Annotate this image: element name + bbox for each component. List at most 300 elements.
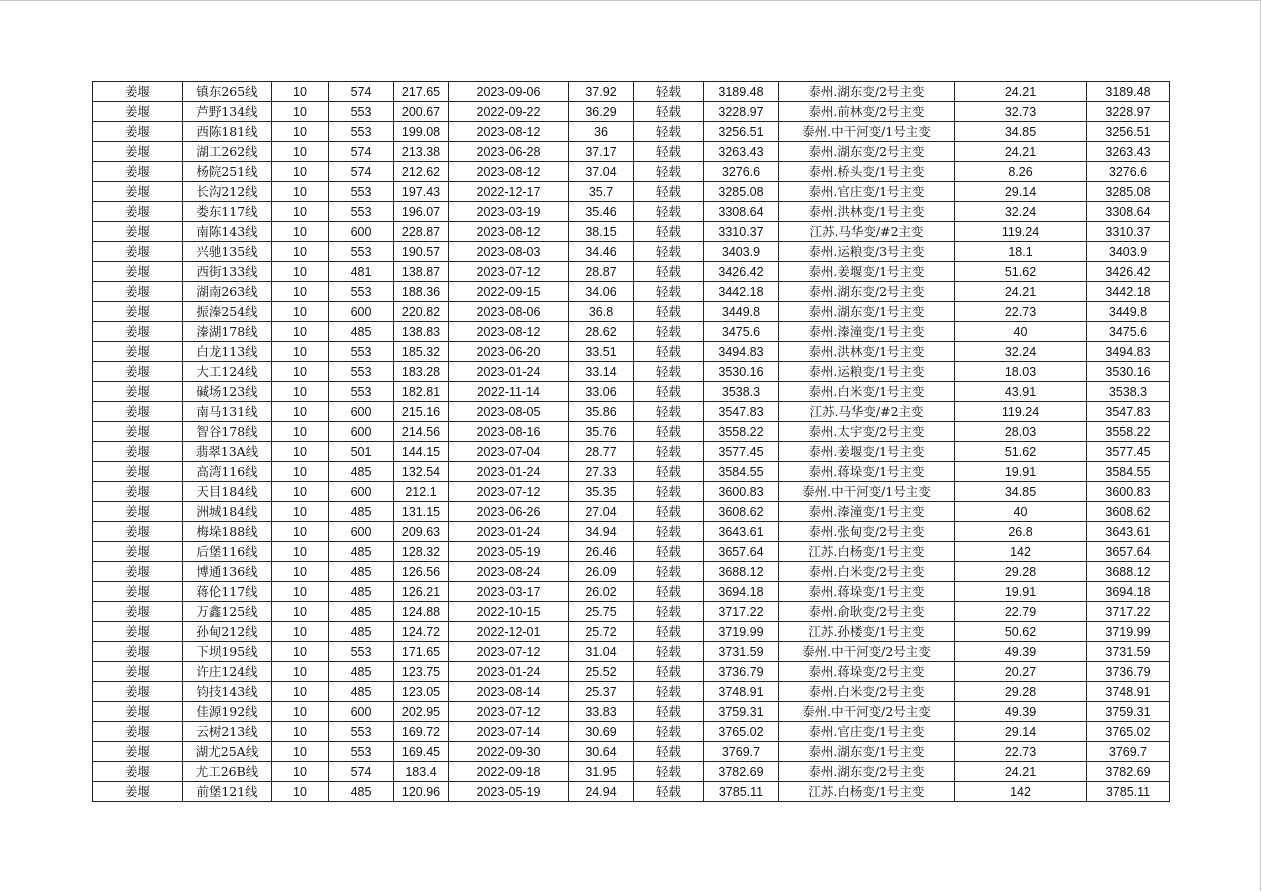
- voltage-cell: 10: [272, 642, 329, 662]
- load-rate-cell: 30.64: [569, 742, 634, 762]
- value-cell: 3276.6: [704, 162, 779, 182]
- district-cell: 姜堰: [93, 662, 183, 682]
- load-cell: 138.83: [394, 322, 449, 342]
- line-name-cell: 西陈181线: [183, 122, 272, 142]
- status-cell: 轻载: [634, 282, 704, 302]
- capacity-cell: 485: [329, 582, 394, 602]
- load-rate-cell: 34.06: [569, 282, 634, 302]
- substation-load-cell: 49.39: [955, 702, 1087, 722]
- substation-cell: 泰州.桥头变/1号主变: [779, 162, 955, 182]
- substation-cell: 泰州.蒋垛变/1号主变: [779, 582, 955, 602]
- district-cell: 姜堰: [93, 122, 183, 142]
- total-value-cell: 3657.64: [1087, 542, 1170, 562]
- load-cell: 212.62: [394, 162, 449, 182]
- substation-cell: 泰州.官庄变/1号主变: [779, 182, 955, 202]
- table-row: [93, 542, 1170, 562]
- district-cell: 姜堰: [93, 262, 183, 282]
- value-cell: 3765.02: [704, 722, 779, 742]
- total-value-cell: 3577.45: [1087, 442, 1170, 462]
- load-cell: 182.81: [394, 382, 449, 402]
- voltage-cell: 10: [272, 722, 329, 742]
- load-rate-cell: 28.62: [569, 322, 634, 342]
- voltage-cell: 10: [272, 662, 329, 682]
- total-value-cell: 3584.55: [1087, 462, 1170, 482]
- date-cell: 2023-07-04: [449, 442, 569, 462]
- district-cell: 姜堰: [93, 202, 183, 222]
- value-cell: 3657.64: [704, 542, 779, 562]
- date-cell: 2022-12-01: [449, 622, 569, 642]
- substation-load-cell: 22.73: [955, 742, 1087, 762]
- substation-cell: 泰州.姜堰变/1号主变: [779, 262, 955, 282]
- value-cell: 3608.62: [704, 502, 779, 522]
- value-cell: 3285.08: [704, 182, 779, 202]
- date-cell: 2022-09-30: [449, 742, 569, 762]
- substation-load-cell: 51.62: [955, 262, 1087, 282]
- district-cell: 姜堰: [93, 742, 183, 762]
- value-cell: 3442.18: [704, 282, 779, 302]
- district-cell: 姜堰: [93, 142, 183, 162]
- load-rate-cell: 36.29: [569, 102, 634, 122]
- load-rate-cell: 36.8: [569, 302, 634, 322]
- substation-load-cell: 24.21: [955, 142, 1087, 162]
- date-cell: 2023-08-24: [449, 562, 569, 582]
- substation-load-cell: 19.91: [955, 462, 1087, 482]
- substation-cell: 泰州.运粮变/3号主变: [779, 242, 955, 262]
- capacity-cell: 553: [329, 722, 394, 742]
- value-cell: 3494.83: [704, 342, 779, 362]
- substation-load-cell: 8.26: [955, 162, 1087, 182]
- total-value-cell: 3717.22: [1087, 602, 1170, 622]
- district-cell: 姜堰: [93, 102, 183, 122]
- line-name-cell: 许庄124线: [183, 662, 272, 682]
- district-cell: 姜堰: [93, 642, 183, 662]
- voltage-cell: 10: [272, 122, 329, 142]
- substation-load-cell: 119.24: [955, 402, 1087, 422]
- voltage-cell: 10: [272, 282, 329, 302]
- line-name-cell: 振溱254线: [183, 302, 272, 322]
- voltage-cell: 10: [272, 342, 329, 362]
- voltage-cell: 10: [272, 442, 329, 462]
- status-cell: 轻载: [634, 162, 704, 182]
- district-cell: 姜堰: [93, 482, 183, 502]
- line-name-cell: 洲城184线: [183, 502, 272, 522]
- status-cell: 轻载: [634, 722, 704, 742]
- district-cell: 姜堰: [93, 602, 183, 622]
- substation-load-cell: 18.1: [955, 242, 1087, 262]
- load-rate-cell: 25.52: [569, 662, 634, 682]
- status-cell: 轻载: [634, 702, 704, 722]
- total-value-cell: 3719.99: [1087, 622, 1170, 642]
- district-cell: 姜堰: [93, 162, 183, 182]
- line-name-cell: 溱湖178线: [183, 322, 272, 342]
- total-value-cell: 3308.64: [1087, 202, 1170, 222]
- line-name-cell: 镇东265线: [183, 82, 272, 102]
- total-value-cell: 3426.42: [1087, 262, 1170, 282]
- line-name-cell: 下坝195线: [183, 642, 272, 662]
- value-cell: 3256.51: [704, 122, 779, 142]
- substation-load-cell: 29.14: [955, 182, 1087, 202]
- total-value-cell: 3530.16: [1087, 362, 1170, 382]
- voltage-cell: 10: [272, 622, 329, 642]
- line-name-cell: 杨院251线: [183, 162, 272, 182]
- status-cell: 轻载: [634, 522, 704, 542]
- date-cell: 2023-07-12: [449, 262, 569, 282]
- substation-cell: 泰州.运粮变/1号主变: [779, 362, 955, 382]
- capacity-cell: 553: [329, 242, 394, 262]
- total-value-cell: 3263.43: [1087, 142, 1170, 162]
- value-cell: 3403.9: [704, 242, 779, 262]
- load-rate-cell: 35.86: [569, 402, 634, 422]
- table-row: [93, 562, 1170, 582]
- line-name-cell: 后堡116线: [183, 542, 272, 562]
- table-row: [93, 102, 1170, 122]
- table-row: [93, 762, 1170, 782]
- line-name-cell: 湖尤25A线: [183, 742, 272, 762]
- capacity-cell: 600: [329, 482, 394, 502]
- total-value-cell: 3782.69: [1087, 762, 1170, 782]
- capacity-cell: 553: [329, 342, 394, 362]
- capacity-cell: 553: [329, 282, 394, 302]
- status-cell: 轻载: [634, 82, 704, 102]
- total-value-cell: 3694.18: [1087, 582, 1170, 602]
- date-cell: 2023-08-12: [449, 322, 569, 342]
- capacity-cell: 553: [329, 182, 394, 202]
- substation-cell: 泰州.前林变/2号主变: [779, 102, 955, 122]
- district-cell: 姜堰: [93, 522, 183, 542]
- total-value-cell: 3785.11: [1087, 782, 1170, 802]
- line-name-cell: 孙甸212线: [183, 622, 272, 642]
- substation-cell: 泰州.中干河变/2号主变: [779, 702, 955, 722]
- table-row: [93, 742, 1170, 762]
- load-cell: 131.15: [394, 502, 449, 522]
- line-name-cell: 智谷178线: [183, 422, 272, 442]
- district-cell: 姜堰: [93, 622, 183, 642]
- substation-load-cell: 18.03: [955, 362, 1087, 382]
- date-cell: 2023-07-12: [449, 482, 569, 502]
- table-row: [93, 202, 1170, 222]
- status-cell: 轻载: [634, 762, 704, 782]
- substation-load-cell: 32.24: [955, 202, 1087, 222]
- value-cell: 3263.43: [704, 142, 779, 162]
- value-cell: 3228.97: [704, 102, 779, 122]
- capacity-cell: 485: [329, 602, 394, 622]
- capacity-cell: 485: [329, 782, 394, 802]
- line-name-cell: 碱场123线: [183, 382, 272, 402]
- status-cell: 轻载: [634, 342, 704, 362]
- district-cell: 姜堰: [93, 462, 183, 482]
- substation-cell: 泰州.蒋垛变/1号主变: [779, 462, 955, 482]
- date-cell: 2023-08-05: [449, 402, 569, 422]
- load-rate-cell: 34.46: [569, 242, 634, 262]
- table-row: [93, 682, 1170, 702]
- load-rate-cell: 37.04: [569, 162, 634, 182]
- district-cell: 姜堰: [93, 502, 183, 522]
- substation-cell: 泰州.中干河变/1号主变: [779, 482, 955, 502]
- capacity-cell: 600: [329, 402, 394, 422]
- line-name-cell: 尤工26B线: [183, 762, 272, 782]
- load-rate-cell: 25.37: [569, 682, 634, 702]
- value-cell: 3189.48: [704, 82, 779, 102]
- capacity-cell: 501: [329, 442, 394, 462]
- capacity-cell: 574: [329, 82, 394, 102]
- line-name-cell: 梅垛188线: [183, 522, 272, 542]
- district-cell: 姜堰: [93, 242, 183, 262]
- substation-load-cell: 26.8: [955, 522, 1087, 542]
- substation-cell: 泰州.湖东变/1号主变: [779, 742, 955, 762]
- table-row: [93, 362, 1170, 382]
- load-cell: 124.72: [394, 622, 449, 642]
- table-body: [93, 82, 1170, 802]
- line-name-cell: 南陈143线: [183, 222, 272, 242]
- district-cell: 姜堰: [93, 282, 183, 302]
- capacity-cell: 600: [329, 222, 394, 242]
- load-cell: 215.16: [394, 402, 449, 422]
- substation-cell: 泰州.太宇变/2号主变: [779, 422, 955, 442]
- status-cell: 轻载: [634, 482, 704, 502]
- district-cell: 姜堰: [93, 682, 183, 702]
- load-rate-cell: 26.02: [569, 582, 634, 602]
- line-name-cell: 万鑫125线: [183, 602, 272, 622]
- substation-cell: 江苏.马华变/#2主变: [779, 222, 955, 242]
- date-cell: 2023-05-19: [449, 542, 569, 562]
- voltage-cell: 10: [272, 402, 329, 422]
- total-value-cell: 3442.18: [1087, 282, 1170, 302]
- district-cell: 姜堰: [93, 182, 183, 202]
- load-rate-cell: 35.35: [569, 482, 634, 502]
- substation-load-cell: 142: [955, 782, 1087, 802]
- voltage-cell: 10: [272, 562, 329, 582]
- substation-cell: 泰州.白米变/2号主变: [779, 562, 955, 582]
- district-cell: 姜堰: [93, 542, 183, 562]
- load-cell: 220.82: [394, 302, 449, 322]
- date-cell: 2023-08-12: [449, 222, 569, 242]
- status-cell: 轻载: [634, 742, 704, 762]
- substation-load-cell: 29.14: [955, 722, 1087, 742]
- table-row: [93, 662, 1170, 682]
- district-cell: 姜堰: [93, 422, 183, 442]
- status-cell: 轻载: [634, 502, 704, 522]
- voltage-cell: 10: [272, 462, 329, 482]
- district-cell: 姜堰: [93, 702, 183, 722]
- table-row: [93, 182, 1170, 202]
- substation-cell: 江苏.孙楼变/1号主变: [779, 622, 955, 642]
- substation-cell: 泰州.湖东变/2号主变: [779, 762, 955, 782]
- table-row: [93, 322, 1170, 342]
- load-cell: 185.32: [394, 342, 449, 362]
- load-rate-cell: 33.14: [569, 362, 634, 382]
- date-cell: 2023-03-19: [449, 202, 569, 222]
- load-cell: 123.75: [394, 662, 449, 682]
- substation-cell: 泰州.俞耿变/2号主变: [779, 602, 955, 622]
- substation-load-cell: 32.73: [955, 102, 1087, 122]
- line-name-cell: 西街133线: [183, 262, 272, 282]
- value-cell: 3717.22: [704, 602, 779, 622]
- load-rate-cell: 27.33: [569, 462, 634, 482]
- substation-load-cell: 40: [955, 502, 1087, 522]
- table-row: [93, 402, 1170, 422]
- load-cell: 209.63: [394, 522, 449, 542]
- substation-cell: 泰州.洪林变/1号主变: [779, 202, 955, 222]
- district-cell: 姜堰: [93, 322, 183, 342]
- value-cell: 3547.83: [704, 402, 779, 422]
- value-cell: 3748.91: [704, 682, 779, 702]
- voltage-cell: 10: [272, 762, 329, 782]
- substation-cell: 泰州.湖东变/2号主变: [779, 82, 955, 102]
- table-row: [93, 422, 1170, 442]
- table-row: [93, 582, 1170, 602]
- value-cell: 3688.12: [704, 562, 779, 582]
- date-cell: 2022-12-17: [449, 182, 569, 202]
- value-cell: 3308.64: [704, 202, 779, 222]
- value-cell: 3719.99: [704, 622, 779, 642]
- line-name-cell: 云树213线: [183, 722, 272, 742]
- load-rate-cell: 37.17: [569, 142, 634, 162]
- substation-load-cell: 22.73: [955, 302, 1087, 322]
- status-cell: 轻载: [634, 682, 704, 702]
- value-cell: 3426.42: [704, 262, 779, 282]
- value-cell: 3538.3: [704, 382, 779, 402]
- capacity-cell: 600: [329, 702, 394, 722]
- substation-load-cell: 24.21: [955, 82, 1087, 102]
- substation-cell: 泰州.姜堰变/1号主变: [779, 442, 955, 462]
- voltage-cell: 10: [272, 302, 329, 322]
- district-cell: 姜堰: [93, 442, 183, 462]
- substation-load-cell: 24.21: [955, 282, 1087, 302]
- capacity-cell: 574: [329, 142, 394, 162]
- load-cell: 212.1: [394, 482, 449, 502]
- capacity-cell: 553: [329, 202, 394, 222]
- line-name-cell: 钧技143线: [183, 682, 272, 702]
- substation-load-cell: 43.91: [955, 382, 1087, 402]
- total-value-cell: 3688.12: [1087, 562, 1170, 582]
- date-cell: 2023-01-24: [449, 662, 569, 682]
- load-cell: 196.07: [394, 202, 449, 222]
- load-cell: 132.54: [394, 462, 449, 482]
- status-cell: 轻载: [634, 582, 704, 602]
- voltage-cell: 10: [272, 502, 329, 522]
- table-row: [93, 302, 1170, 322]
- table-row: [93, 462, 1170, 482]
- substation-load-cell: 22.79: [955, 602, 1087, 622]
- load-rate-cell: 36: [569, 122, 634, 142]
- voltage-cell: 10: [272, 422, 329, 442]
- load-cell: 228.87: [394, 222, 449, 242]
- total-value-cell: 3276.6: [1087, 162, 1170, 182]
- date-cell: 2023-07-12: [449, 642, 569, 662]
- load-rate-cell: 28.87: [569, 262, 634, 282]
- capacity-cell: 600: [329, 522, 394, 542]
- substation-cell: 泰州.湖东变/1号主变: [779, 302, 955, 322]
- total-value-cell: 3285.08: [1087, 182, 1170, 202]
- line-name-cell: 南马131线: [183, 402, 272, 422]
- table-row: [93, 142, 1170, 162]
- total-value-cell: 3475.6: [1087, 322, 1170, 342]
- total-value-cell: 3731.59: [1087, 642, 1170, 662]
- table-row: [93, 262, 1170, 282]
- load-rate-cell: 24.94: [569, 782, 634, 802]
- table-row: [93, 722, 1170, 742]
- status-cell: 轻载: [634, 202, 704, 222]
- load-cell: 217.65: [394, 82, 449, 102]
- status-cell: 轻载: [634, 222, 704, 242]
- line-name-cell: 湖工262线: [183, 142, 272, 162]
- value-cell: 3694.18: [704, 582, 779, 602]
- status-cell: 轻载: [634, 462, 704, 482]
- capacity-cell: 485: [329, 562, 394, 582]
- status-cell: 轻载: [634, 322, 704, 342]
- voltage-cell: 10: [272, 102, 329, 122]
- capacity-cell: 485: [329, 502, 394, 522]
- load-rate-cell: 31.95: [569, 762, 634, 782]
- date-cell: 2023-01-24: [449, 522, 569, 542]
- capacity-cell: 553: [329, 382, 394, 402]
- district-cell: 姜堰: [93, 302, 183, 322]
- line-name-cell: 翡翠13A线: [183, 442, 272, 462]
- date-cell: 2023-08-14: [449, 682, 569, 702]
- voltage-cell: 10: [272, 602, 329, 622]
- load-rate-cell: 34.94: [569, 522, 634, 542]
- substation-cell: 江苏.白杨变/1号主变: [779, 542, 955, 562]
- voltage-cell: 10: [272, 742, 329, 762]
- date-cell: 2023-07-12: [449, 702, 569, 722]
- total-value-cell: 3256.51: [1087, 122, 1170, 142]
- status-cell: 轻载: [634, 602, 704, 622]
- total-value-cell: 3494.83: [1087, 342, 1170, 362]
- substation-load-cell: 32.24: [955, 342, 1087, 362]
- voltage-cell: 10: [272, 222, 329, 242]
- load-cell: 197.43: [394, 182, 449, 202]
- load-rate-cell: 30.69: [569, 722, 634, 742]
- capacity-cell: 485: [329, 662, 394, 682]
- substation-cell: 泰州.中干河变/1号主变: [779, 122, 955, 142]
- capacity-cell: 485: [329, 542, 394, 562]
- table-row: [93, 482, 1170, 502]
- load-rate-cell: 33.06: [569, 382, 634, 402]
- date-cell: 2023-01-24: [449, 462, 569, 482]
- substation-load-cell: 34.85: [955, 122, 1087, 142]
- load-rate-cell: 35.76: [569, 422, 634, 442]
- total-value-cell: 3449.8: [1087, 302, 1170, 322]
- capacity-cell: 485: [329, 322, 394, 342]
- district-cell: 姜堰: [93, 782, 183, 802]
- load-cell: 126.21: [394, 582, 449, 602]
- substation-cell: 泰州.中干河变/2号主变: [779, 642, 955, 662]
- date-cell: 2023-08-12: [449, 162, 569, 182]
- table-row: [93, 782, 1170, 802]
- load-cell: 123.05: [394, 682, 449, 702]
- load-cell: 124.88: [394, 602, 449, 622]
- substation-load-cell: 29.28: [955, 682, 1087, 702]
- status-cell: 轻载: [634, 782, 704, 802]
- date-cell: 2023-05-19: [449, 782, 569, 802]
- load-rate-cell: 26.09: [569, 562, 634, 582]
- line-name-cell: 博通136线: [183, 562, 272, 582]
- total-value-cell: 3228.97: [1087, 102, 1170, 122]
- substation-load-cell: 142: [955, 542, 1087, 562]
- status-cell: 轻载: [634, 122, 704, 142]
- table-row: [93, 122, 1170, 142]
- capacity-cell: 485: [329, 682, 394, 702]
- status-cell: 轻载: [634, 242, 704, 262]
- date-cell: 2023-09-06: [449, 82, 569, 102]
- value-cell: 3475.6: [704, 322, 779, 342]
- load-cell: 126.56: [394, 562, 449, 582]
- capacity-cell: 553: [329, 742, 394, 762]
- substation-load-cell: 19.91: [955, 582, 1087, 602]
- load-rate-cell: 25.72: [569, 622, 634, 642]
- total-value-cell: 3558.22: [1087, 422, 1170, 442]
- total-value-cell: 3600.83: [1087, 482, 1170, 502]
